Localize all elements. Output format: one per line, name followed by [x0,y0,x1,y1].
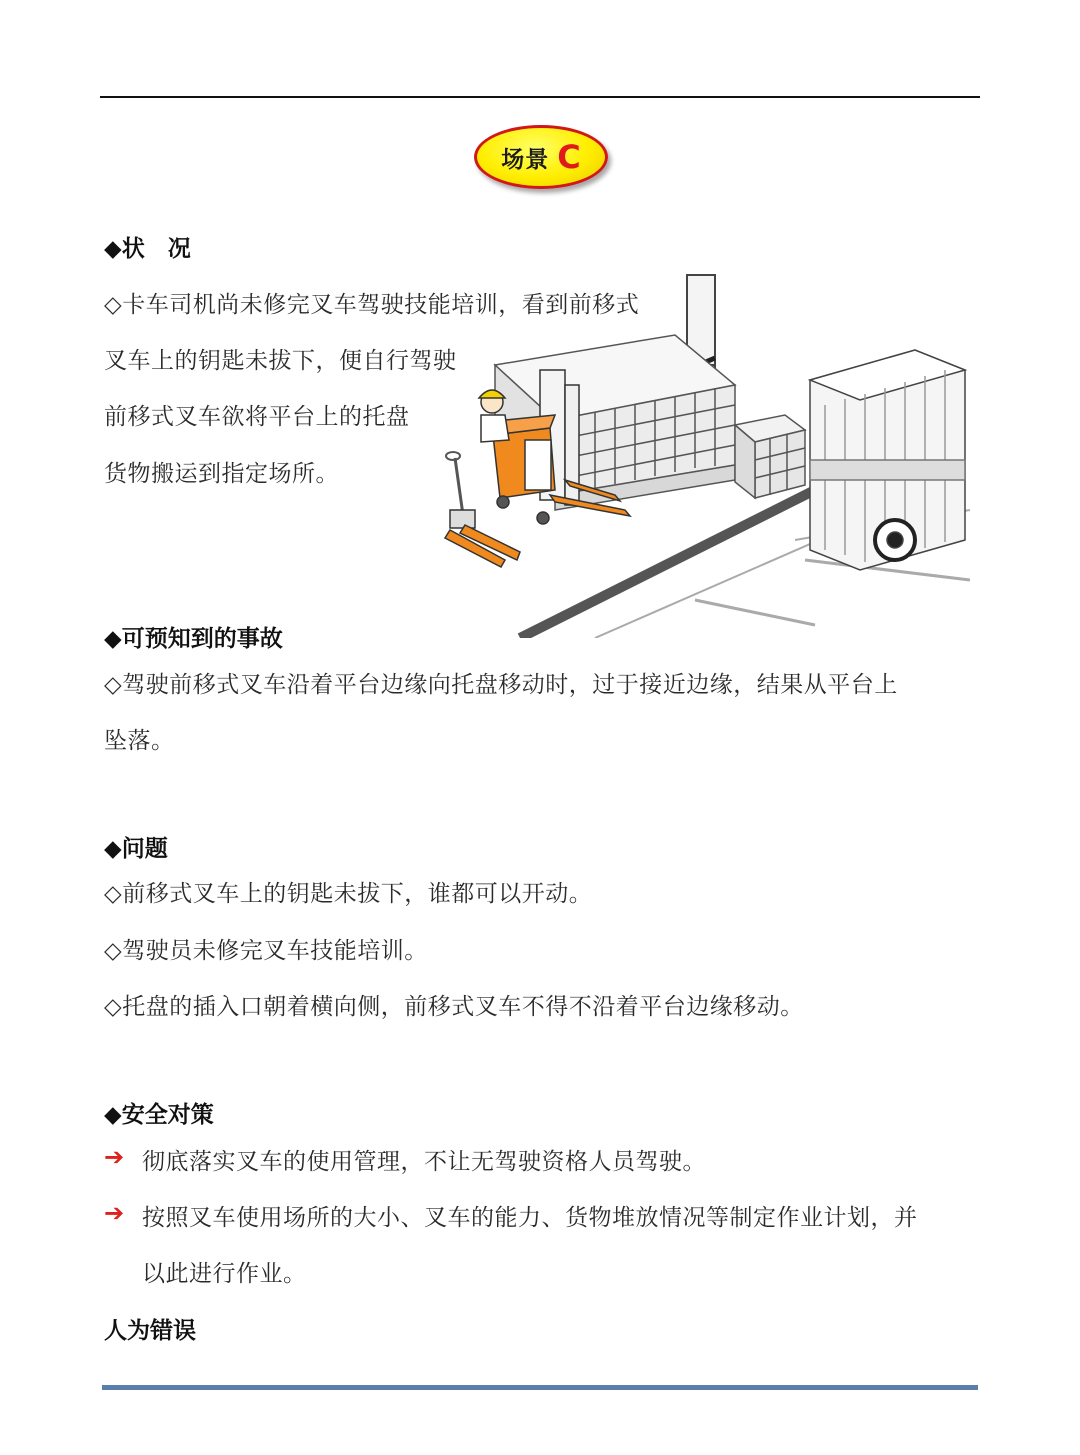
accident-heading: ◆可预知到的事故 [104,625,283,652]
arrow-icon: ➔ [104,1199,125,1227]
driver-figure [479,390,509,442]
accident-line-2: 坠落。 [104,728,175,754]
bottom-rule [102,1385,978,1390]
badge-label: 场景 [501,146,550,173]
top-rule [100,96,980,98]
situation-line-3: 前移式叉车欲将平台上的托盘 [104,404,410,430]
pallet-stack [735,415,805,498]
situation-heading: ◆状 况 [104,235,191,262]
arrow-icon: ➔ [104,1143,125,1171]
problem-line-3: ◇托盘的插入口朝着横向侧，前移式叉车不得不沿着平台边缘移动。 [104,994,804,1020]
measure-item-2: 按照叉车使用场所的大小、叉车的能力、货物堆放情况等制定作业计划，并 [142,1205,918,1231]
situation-line-4: 货物搬运到指定场所。 [104,461,339,487]
problem-line-1: ◇前移式叉车上的钥匙未拔下，谁都可以开动。 [104,881,593,907]
forklift-scene-illustration [425,270,970,638]
category-label: 人为错误 [104,1317,196,1344]
problems-heading: ◆问题 [104,835,168,862]
measure-item-2-continued: 以此进行作业。 [142,1261,307,1287]
measure-item-1: 彻底落实叉车的使用管理，不让无驾驶资格人员驾驶。 [142,1149,706,1175]
badge-letter: C [557,138,581,176]
scene-badge [474,125,608,189]
measures-heading: ◆安全对策 [104,1101,214,1128]
situation-line-2: 叉车上的钥匙未拔下，便自行驾驶 [104,348,457,374]
problem-line-2: ◇驾驶员未修完叉车技能培训。 [104,938,428,964]
situation-line-1: ◇卡车司机尚未修完叉车驾驶技能培训，看到前移式 [104,292,640,318]
accident-line-1: ◇驾驶前移式叉车沿着平台边缘向托盘移动时，过于接近边缘，结果从平台上 [104,672,898,698]
truck [810,350,965,570]
